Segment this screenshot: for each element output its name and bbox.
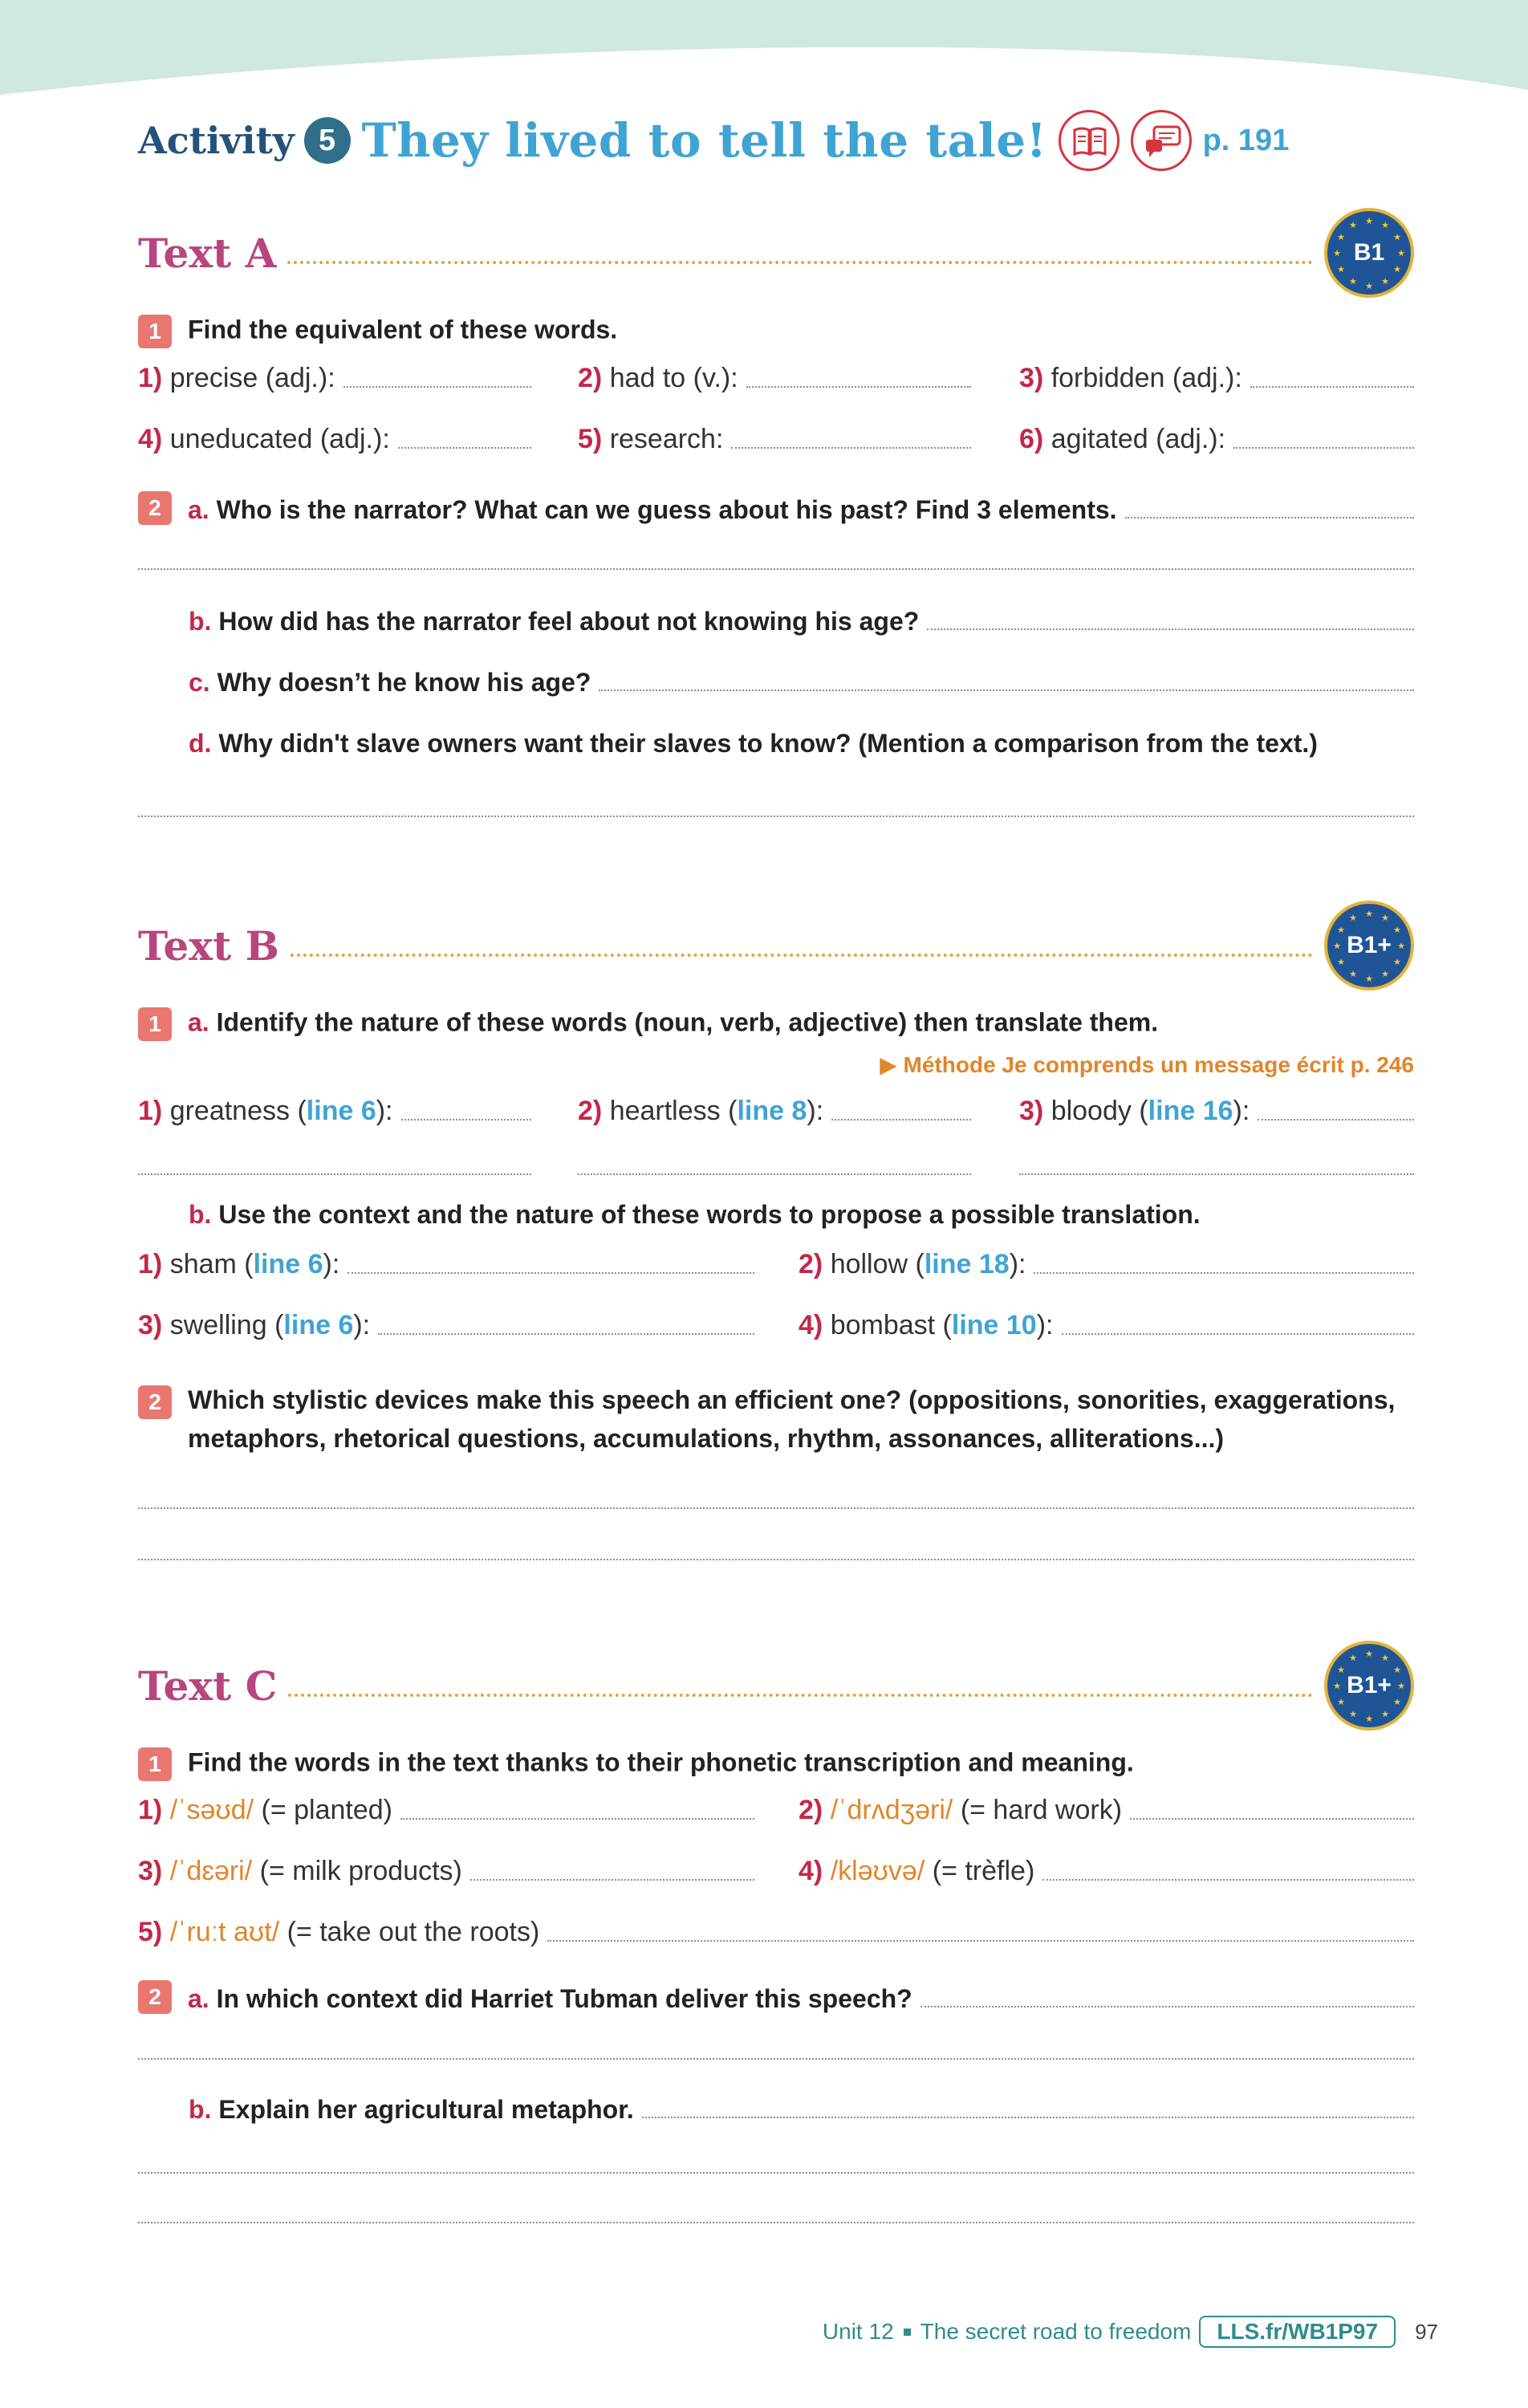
text-a-header [138, 216, 1414, 291]
svg-text:★: ★ [1349, 276, 1357, 287]
text-b-q1a-item-3[interactable]: 3) bloody ( line 16 ): [1019, 1096, 1414, 1127]
svg-text:★: ★ [1381, 276, 1389, 287]
svg-text:★: ★ [1337, 1665, 1345, 1675]
answer-line[interactable] [1019, 1173, 1414, 1175]
text-a-q1-item-1[interactable]: 1) precise (adj.): [138, 363, 531, 394]
section-divider [291, 954, 1313, 957]
text-a-q1-item-4[interactable]: 4) uneducated (adj.): [138, 424, 531, 455]
svg-text:★: ★ [1397, 941, 1405, 951]
svg-text:★: ★ [1397, 248, 1405, 258]
separator-square [904, 2329, 911, 2336]
svg-text:★: ★ [1333, 1681, 1341, 1691]
text-b-q1a-item-1[interactable]: 1) greatness ( line 6 ): [138, 1096, 531, 1127]
svg-text:★: ★ [1393, 264, 1401, 275]
svg-text:★: ★ [1333, 941, 1341, 951]
text-b-q1b-item-4[interactable]: 4) bombast ( line 10 ): [799, 1310, 1414, 1341]
text-c-q2a[interactable]: 2 a. In which context did Harriet Tubman deliver this speech? [138, 1980, 1414, 2014]
answer-line[interactable] [138, 2222, 1414, 2223]
svg-text:★: ★ [1365, 1649, 1373, 1659]
speech-bubble-icon[interactable] [1131, 110, 1192, 171]
level-label: B1+ [1347, 1672, 1392, 1698]
text-b-q1b-item-3[interactable]: 3) swelling ( line 6 ): [138, 1310, 754, 1341]
answer-line[interactable] [138, 1507, 1414, 1509]
answer-line[interactable] [138, 2172, 1414, 2174]
unit-title: The secret road to freedom [920, 2319, 1192, 2344]
section-title: Text C [138, 1662, 278, 1710]
section-title: Text A [138, 229, 277, 277]
activity-header [138, 104, 1289, 177]
svg-text:★: ★ [1393, 957, 1401, 967]
svg-text:★: ★ [1381, 1653, 1389, 1663]
answer-line[interactable] [138, 2058, 1414, 2060]
svg-text:★: ★ [1365, 1714, 1373, 1724]
svg-text:★: ★ [1349, 969, 1357, 979]
svg-text:★: ★ [1349, 913, 1357, 923]
text-c-q1-instruction: 1 Find the words in the text thanks to their phonetic transcription and meaning. [138, 1747, 1134, 1781]
svg-text:★: ★ [1381, 913, 1389, 923]
level-label: B1+ [1347, 932, 1392, 958]
level-badge [1324, 1641, 1414, 1731]
text-b-q1b: b. Use the context and the nature of these words to propose a possible translation. [189, 1200, 1201, 1229]
svg-text:★: ★ [1393, 925, 1401, 935]
level-label: B1 [1353, 239, 1385, 266]
text-a-q2b[interactable]: b. How did has the narrator feel about not knowing his age? [189, 607, 1414, 637]
answer-line[interactable] [578, 1173, 971, 1175]
text-a-q1-item-6[interactable]: 6) agitated (adj.): [1019, 424, 1414, 455]
svg-text:★: ★ [1365, 281, 1373, 291]
unit-label: Unit 12 [822, 2319, 894, 2344]
text-c-q1-item-2[interactable]: 2) /ˈdrʌdʒəri/ (= hard work) [799, 1795, 1414, 1826]
question-number: 1 [138, 1007, 172, 1041]
section-divider [288, 1694, 1313, 1697]
top-decorative-band [0, 0, 1528, 100]
question-number: 2 [138, 491, 172, 525]
question-number: 1 [138, 1747, 172, 1781]
text-a-q1-item-3[interactable]: 3) forbidden (adj.): [1019, 363, 1414, 394]
page-number: 97 [1415, 2319, 1438, 2344]
svg-text:★: ★ [1365, 909, 1373, 919]
text-b-header [138, 909, 1414, 984]
text-b-q2: 2 Which stylistic devices make this speech an efficient one? (oppositions, sonorities, exaggerations, metaphors, rhetorical questions, accumulations, rhythm, assonances, alliterations...) [138, 1381, 1395, 1458]
text-c-q1-item-1[interactable]: 1) /ˈsəʊd/ (= planted) [138, 1795, 754, 1826]
svg-text:★: ★ [1337, 232, 1345, 242]
level-badge [1324, 208, 1414, 298]
text-c-q1-item-4[interactable]: 4) /kləʊvə/ (= trèfle) [799, 1856, 1414, 1887]
text-b-q1b-item-1[interactable]: 1) sham ( line 6 ): [138, 1249, 754, 1280]
text-b-q1b-item-2[interactable]: 2) hollow ( line 18 ): [799, 1249, 1414, 1280]
text-b-q1a-item-2[interactable]: 2) heartless ( line 8 ): [578, 1096, 971, 1127]
svg-text:★: ★ [1349, 220, 1357, 230]
answer-line[interactable] [138, 816, 1414, 817]
svg-text:★: ★ [1349, 1709, 1357, 1719]
section-divider [287, 261, 1313, 264]
text-a-q1-item-5[interactable]: 5) research: [578, 424, 971, 455]
text-a-q1-item-2[interactable]: 2) had to (v.): [578, 363, 971, 394]
svg-text:★: ★ [1381, 1709, 1389, 1719]
section-title: Text B [138, 921, 279, 970]
svg-text:★: ★ [1337, 1697, 1345, 1707]
text-c-header [138, 1649, 1414, 1724]
activity-number: 5 [304, 117, 351, 164]
svg-text:★: ★ [1337, 925, 1345, 935]
svg-text:★: ★ [1393, 232, 1401, 242]
text-c-q1-item-5[interactable]: 5) /ˈruːt aʊt/ (= take out the roots) [138, 1917, 1414, 1948]
svg-text:★: ★ [1337, 957, 1345, 967]
page-footer [823, 2316, 1438, 2348]
page-reference: p. 191 [1202, 123, 1290, 157]
text-c-q1-item-3[interactable]: 3) /ˈdɛəri/ (= milk products) [138, 1856, 754, 1887]
svg-text:★: ★ [1381, 220, 1389, 230]
text-a-q2c[interactable]: c. Why doesn’t he know his age? [189, 668, 1414, 698]
answer-line[interactable] [138, 568, 1414, 570]
svg-text:★: ★ [1333, 248, 1341, 258]
activity-title: They lived to tell the tale! [361, 113, 1047, 168]
question-number: 2 [138, 1980, 172, 2014]
svg-text:★: ★ [1365, 974, 1373, 984]
text-c-q2b[interactable]: b. Explain her agricultural metaphor. [189, 2095, 1414, 2125]
level-badge [1324, 901, 1414, 990]
question-number: 1 [138, 315, 172, 348]
svg-text:★: ★ [1337, 264, 1345, 275]
text-b-q1a: 1 a. Identify the nature of these words (noun, verb, adjective) then translate them. [138, 1007, 1158, 1041]
book-icon[interactable] [1059, 110, 1120, 171]
text-a-q2a[interactable]: 2 a. Who is the narrator? What can we guess about his past? Find 3 elements. [138, 491, 1414, 525]
activity-label: Activity [138, 119, 295, 162]
svg-text:★: ★ [1365, 216, 1373, 226]
svg-text:★: ★ [1393, 1665, 1401, 1675]
svg-text:★: ★ [1397, 1681, 1405, 1691]
svg-text:★: ★ [1381, 969, 1389, 979]
answer-line[interactable] [138, 1173, 531, 1175]
text-a-q1-instruction: 1 Find the equivalent of these words. [138, 315, 617, 348]
method-link[interactable]: ▶ Méthode Je comprends un message écrit p. 246 [880, 1052, 1414, 1077]
svg-text:★: ★ [1393, 1697, 1401, 1707]
question-number: 2 [138, 1385, 172, 1419]
text-a-q2d: d. Why didn't slave owners want their slaves to know? (Mention a comparison from the text.) [189, 729, 1318, 758]
svg-text:★: ★ [1349, 1653, 1357, 1663]
answer-line[interactable] [138, 1559, 1414, 1560]
lls-link[interactable]: LLS.fr/WB1P97 [1199, 2316, 1396, 2348]
